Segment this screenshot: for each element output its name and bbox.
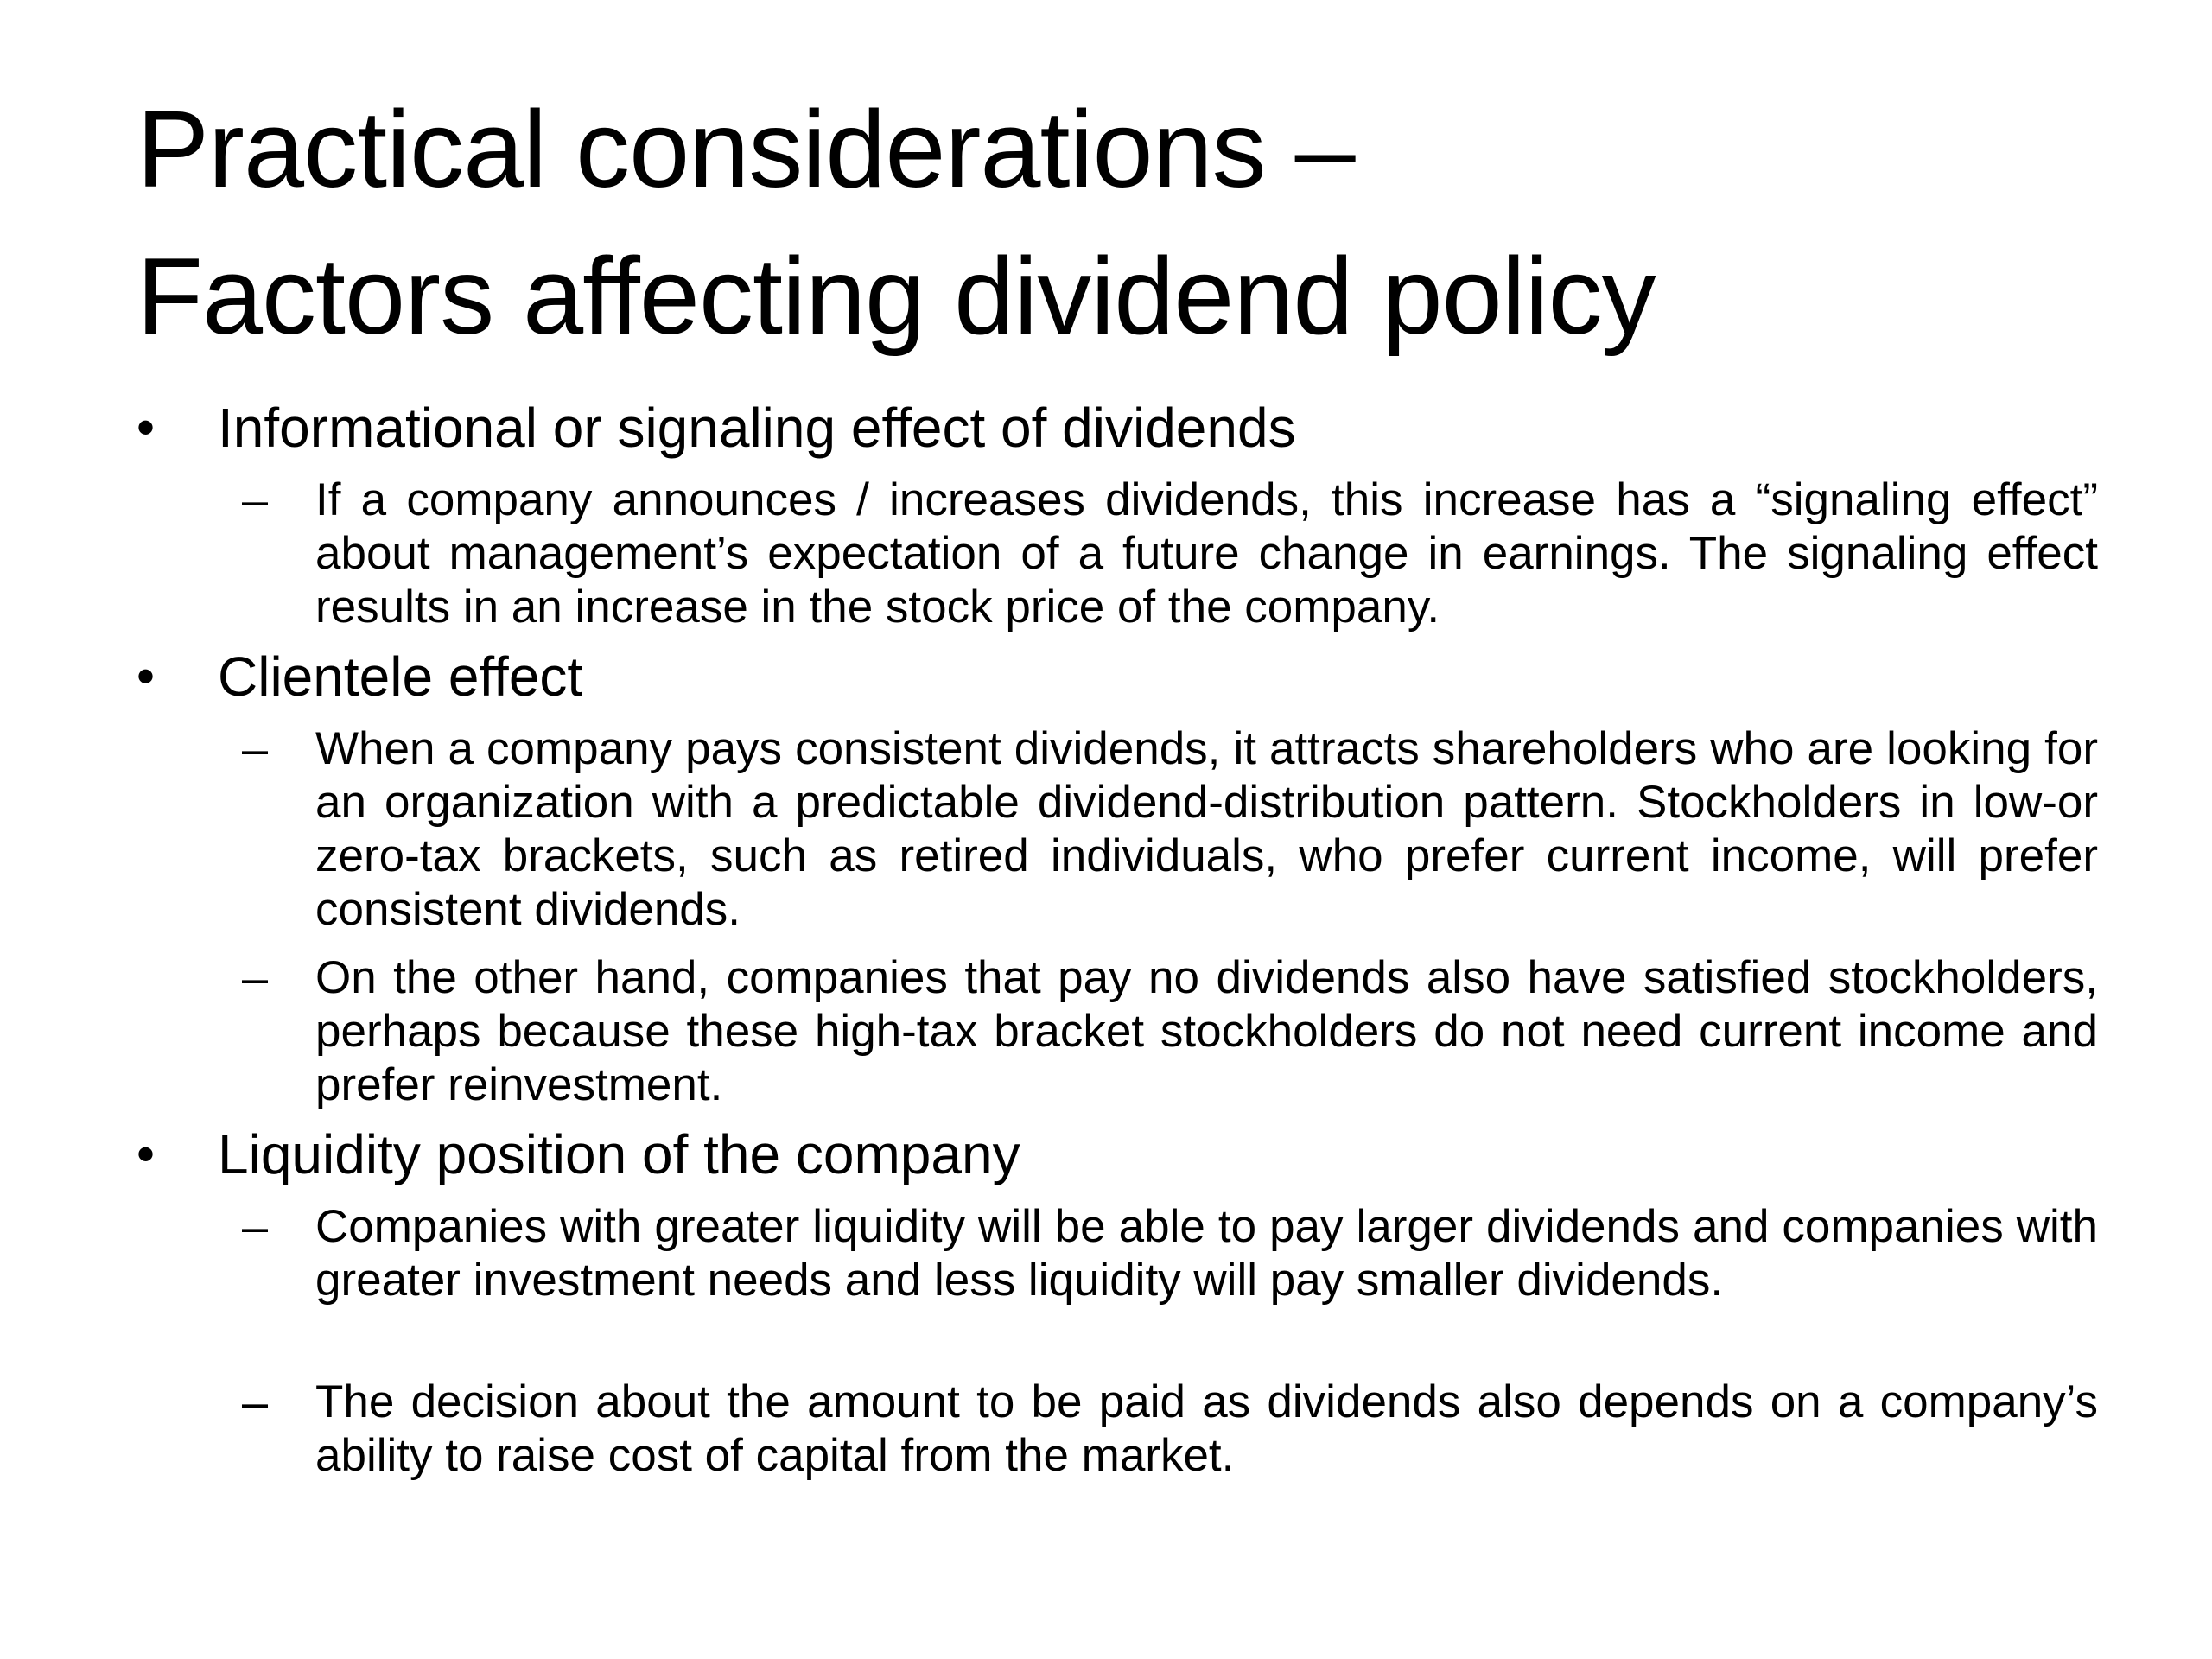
dash-marker: –: [242, 474, 269, 526]
sub-point-text: If a company announces / increases dividends, this increase has a “signaling effect” about management’s expectation of a future change in earnings. The signaling effect results in an increase in the stock price of the company.: [315, 474, 2098, 632]
bullet-heading: Liquidity position of the company: [218, 1123, 1020, 1185]
slide-title: [137, 76, 2081, 370]
bullet-marker: •: [137, 1125, 156, 1183]
sub-point-text: On the other hand, companies that pay no dividends also have satisfied stockholders, perhaps because these high-tax bracket stockholders do not need current income and prefer reinvestment.: [315, 952, 2098, 1110]
bullet-signaling-effect: [137, 393, 2098, 462]
sub-point-text: Companies with greater liquidity will be able to pay larger dividends and companies with greater investment needs and less liquidity will pay smaller dividends.: [315, 1201, 2098, 1306]
slide-title-line-2: Factors affecting dividend policy: [137, 235, 1656, 357]
bullet-heading: Informational or signaling effect of dividends: [218, 397, 1296, 459]
dash-marker: –: [242, 723, 269, 775]
slide-title-line-1: Practical considerations –: [137, 88, 1355, 210]
dash-marker: –: [242, 1376, 269, 1428]
sub-point-text: When a company pays consistent dividends, it attracts shareholders who are looking for an organization with a predictable dividend-distribution pattern. Stockholders in low-or zero-tax brackets, such as retired individuals, who prefer current income, will prefer consistent dividends.: [315, 723, 2098, 935]
bullet-marker: •: [137, 398, 156, 456]
sub-point-text: The decision about the amount to be paid as dividends also depends on a company’s ability to raise cost of capital from the market.: [315, 1376, 2098, 1481]
bullet-clientele-effect: [137, 642, 2098, 711]
dash-marker: –: [242, 1201, 269, 1253]
dash-marker: –: [242, 952, 269, 1004]
bullet-marker: •: [137, 647, 156, 705]
bullet-liquidity-position: [137, 1120, 2098, 1189]
bullet-heading: Clientele effect: [218, 645, 583, 708]
